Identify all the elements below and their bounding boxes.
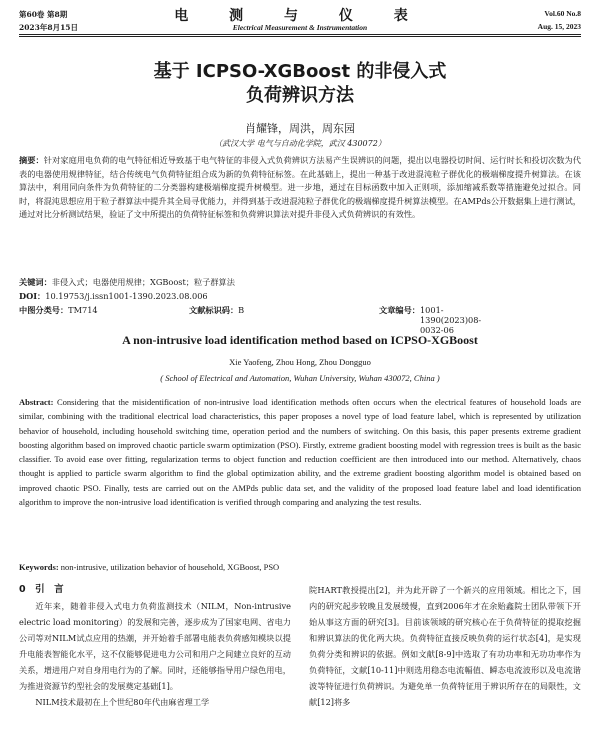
doi-value: 10.19753/j.issn1001-1390.2023.08.006 <box>45 291 208 301</box>
keywords-cn <box>19 277 581 288</box>
keywords-en <box>19 562 581 572</box>
article-no-label: 文章编号： <box>379 305 420 315</box>
title-line-1: 基于 ICPSO-XGBoost 的非侵入式 <box>153 61 447 82</box>
abstract-text-en: Considering that the misidentification of non-intrusive load identification methods often occurs when the electrical features of household loads are similar, combining with the traditional electrical load characteristics, this paper proposes a novel type of load feature label, which is represented by utilization behavior of household, including household switching time, operation period and the numbers of switching. On this basis, this paper presents extreme gradient boosting algorithm based on improved chaotic particle swarm optimization (PSO). Firstly, extreme gradient boosting model with regression trees is built as the basic classifier. To avoid ease over fitting, regularization terms to object function and reduction coefficient are then introduced into our method. Alternatively, chaos thought is applied to particle swarm algorithm to find the global optimization ability, and the extreme gradient boosting algorithm model is obtained based on improved chaotic PSO. Finally, tests are carried out on the AMPds public data set, and the validity of the proposed load feature label and load identification algorithm to improve the non-intrusive load identification is verified through comparing and analyzing the test results. <box>19 397 581 508</box>
date-en: Aug. 15, 2023 <box>537 22 581 31</box>
affiliation-en: ( School of Electrical and Automation, Wuhan University, Wuhan 430072, China ) <box>160 373 440 383</box>
keywords-label-en: Keywords: <box>19 562 59 572</box>
doc-code-label: 文献标识码： <box>189 305 239 315</box>
keywords-text-en: non-intrusive, utilization behavior of household, XGBoost, PSO <box>58 562 280 572</box>
abstract-text-cn: 针对家庭用电负荷的电气特征相近导致基于电气特征的非侵入式负荷辨识方法易产生误辨识的问题，提出以电器投切时间、运行时长和投切次数为代表的电器使用规律特征，结合传统电气负荷特征组合成为新的负荷特征标签。在此基础上，提出一种基于改进混沌粒子群优化的极端梯度提升树算法。在该算法中，利用同向条件为负荷特征的二分类器构建极端梯度提升树模型。进一步地，通过在目标函数中加入正则项，添加缩减系数等措施避免过拟合。同时，将混沌思想应用于粒子群算法中提升其全局寻优能力，并得到基于改进混沌粒子群优化的极端梯度提升树算法模型。在AMPds公开数据集上进行测试，通过对比分析测试结果，验证了文中所提出的负荷特征标签和负荷辨识算法对提升非侵入式负荷辨识的有效性。 <box>19 155 581 219</box>
title-line-2: 负荷辨识方法 <box>246 85 354 106</box>
doi-line <box>19 291 581 302</box>
article-no-item <box>379 305 482 335</box>
body-column-right <box>309 582 581 710</box>
clc-value: TM714 <box>68 305 98 315</box>
journal-name-en: Electrical Measurement & Instrumentation <box>232 23 368 32</box>
abstract-cn <box>19 154 581 222</box>
doc-code-value: B <box>238 305 245 315</box>
abstract-label-cn: 摘要： <box>19 155 44 165</box>
abstract-label-en: Abstract: <box>19 397 54 407</box>
volume-cn: 第60卷 第8期 <box>19 10 68 19</box>
affiliation-cn: （武汉大学 电气与自动化学院，武汉 430072） <box>214 139 386 148</box>
clc-label: 中图分类号： <box>19 305 69 315</box>
body-paragraph-2: NILM技术最初在上个世纪80年代由麻省理工学 <box>35 697 210 707</box>
clc-item <box>19 305 98 316</box>
abstract-en <box>19 395 581 509</box>
body-column-left <box>19 582 291 710</box>
journal-name-cn: 电 测 与 仪 表 <box>174 8 426 24</box>
authors-en: Xie Yaofeng, Zhou Hong, Zhou Dongguo <box>229 357 371 367</box>
header-rule-thin <box>19 36 581 37</box>
keywords-text-cn: 非侵入式；电器使用规律；XGBoost；粒子群算法 <box>51 277 235 287</box>
doi-label: DOI： <box>19 291 46 301</box>
article-no-value: 1001-1390(2023)08-0032-06 <box>419 305 482 335</box>
section-heading-introduction: 0 引 言 <box>19 584 64 595</box>
body-paragraph-continued: 院HART教授提出[2]，并为此开辟了一个新兴的应用领域。相比之下，国内的研究起步较晚且发展缓慢，直到2006年才在余贻鑫院士团队带领下开始从事这方面的研究[3]。目前该领域的研究核心在于负荷特征的提取挖掘和辨识算法的优化两大块。负荷特征直接反映负荷的运行状态[4]，是实现负荷分类和辨识的依据。例如文献[8-9]中选取了有功功率和无功功率作为负荷特征，文献[10-11]中则选用稳态电流幅值、瞬态电流波形以及电流谐波等特征进行负荷辨识。为避免单一负荷特征用于辨识所存在的局限性，文献[12]将多 <box>309 585 581 707</box>
paper-title-cn <box>0 60 600 108</box>
keywords-label-cn: 关键词： <box>19 277 52 287</box>
header-rule <box>19 34 581 35</box>
authors-cn: 肖耀锋，周洪，周东园 <box>245 122 355 135</box>
date-cn: 2023年8月15日 <box>19 23 79 32</box>
body-paragraph-1: 近年来，随着非侵入式电力负荷监测技术（NILM，Non-intrusive electric load monitoring）的发展和完善，逐步成为了国家电网、省电力公司等对NILM试点应用的热潮，并开始着手部署电能表负荷感知模块以提升电能表智能化水平，这不仅能够促进电力公司和用户之间建立良好的互动关系，增进用户对自身用电行为的了解。同时，还能够指导用户绿色用电，为推进资源节约型社会的发展奠定基础[1]。 <box>19 601 291 691</box>
doc-code-item <box>189 305 245 316</box>
paper-title-en: A non-intrusive load identification method based on ICPSO-XGBoost <box>122 333 478 347</box>
volume-en: Vol.60 No.8 <box>544 9 581 18</box>
